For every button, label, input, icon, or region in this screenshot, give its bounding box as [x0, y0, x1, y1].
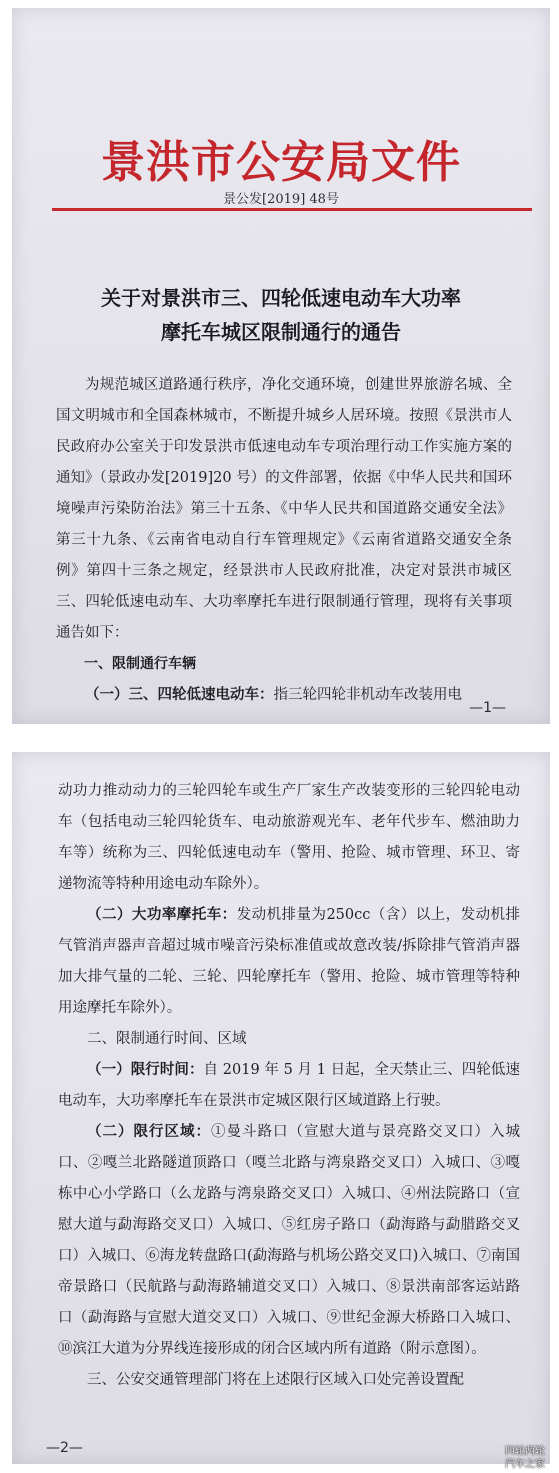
watermark-line-1: 四轮两轮: [505, 1446, 545, 1457]
notice-title: [12, 281, 550, 349]
area-text: ①曼斗路口（宣慰大道与景亮路交叉口）入城口、②嘎兰北路隧道顶路口（嘎兰北路与湾泉路交叉口）入城口、③嘎栋中心小学路口（么龙路与湾泉路交叉口）入城口、④州法院路口（宣慰大道与勐海路交叉口）入城口、⑤红房子路口（勐海路与勐腊路交叉口）入城口、⑥海龙转盘路口(勐海路与机场公路交叉口)入城口、⑦南国帝景路口（民航路与勐海路辅道交叉口）入城口、⑧景洪南部客运站路口（勐海路与宣慰大道交叉口）入城口、⑨世纪金源大桥路口入城口、⑩滨江大道为分界线连接形成的闭合区域内所有道路（附示意图）。: [58, 1124, 520, 1357]
item-2-label: （二）大功率摩托车：: [87, 907, 237, 923]
page-number-2: —2—: [46, 1440, 83, 1456]
item-1-label: （一）三、四轮低速电动车：: [85, 687, 274, 703]
time-label: （一）限行时间：: [87, 1062, 204, 1078]
area-label: （二）限行区域：: [87, 1124, 211, 1140]
section-2-heading: 二、限制通行时间、区域: [87, 1031, 247, 1047]
item-1-continued: 动功力推动动力的三轮四轮车或生产厂家生产改装变形的三轮四轮电动车（包括电动三轮四轮货车、电动旅游观光车、老年代步车、燃油助力车等）统称为三、四轮低速电动车（警用、抢险、城市管理、环卫、寄递物流等特种用途电动车除外）。: [58, 783, 520, 892]
document-number: 景公发[2019] 48号: [223, 192, 339, 207]
document-header-title: 景洪市公安局文件: [101, 137, 461, 188]
source-watermark: [505, 1445, 557, 1471]
watermark-line-2: 汽车之家: [505, 1459, 545, 1470]
item-1-paragraph: [56, 680, 512, 711]
item-1-text: 指三轮四轮非机动车改装用电: [273, 687, 462, 703]
intro-paragraph: 为规范城区道路通行秩序，净化交通环境，创建世界旅游名城、全国文明城市和全国森林城市，不断提升城乡人居环境。按照《景洪市人民政府办公室关于印发景洪市低速电动车专项治理行动工作实施方案的通知》（景政办发[2019]20 号）的文件部署，依据《中华人民共和国环境噪声污染防治法》第三十五条、《中华人民共和国道路交通安全法》第三十九条、《云南省电动自行车管理规定》《云南省道路交通安全条例》第四十三条之规定，经景洪市人民政府批准，决定对景洪市城区三、四轮低速电动车、大功率摩托车进行限制通行管理，现将有关事项通告如下：: [56, 377, 512, 641]
time-text: 自 2019 年 5 月 1 日起，全天禁止三、四轮低速电动车，大功率摩托车在景洪市定城区限行区域道路上行驶。: [58, 1062, 520, 1109]
section-1-heading: 一、限制通行车辆: [84, 656, 196, 672]
page-1-body: [56, 370, 512, 711]
document-page-2: [12, 752, 550, 1464]
document-page-1: [12, 8, 550, 724]
item-2-text: 发动机排量为250cc（含）以上，发动机排气管消声器声音超过城市噪音污染标准值或故意改装/拆除排气管消声器加大排气量的二轮、三轮、四轮摩托车（警用、抢险、城市管理等特种用途摩托车除外）。: [58, 907, 521, 1016]
section-3-paragraph: 三、公安交通管理部门将在上述限行区域入口处完善设置配: [87, 1372, 464, 1388]
page-2-body: [58, 776, 520, 1396]
red-divider-line: [52, 208, 532, 211]
time-paragraph: [58, 1055, 520, 1117]
area-paragraph: [58, 1117, 520, 1365]
page-number-1: —1—: [469, 700, 506, 716]
notice-title-line-2: 摩托车城区限制通行的通告: [161, 320, 401, 344]
notice-title-line-1: 关于对景洪市三、四轮低速电动车大功率: [101, 286, 461, 310]
item-2-paragraph: [58, 900, 520, 1024]
